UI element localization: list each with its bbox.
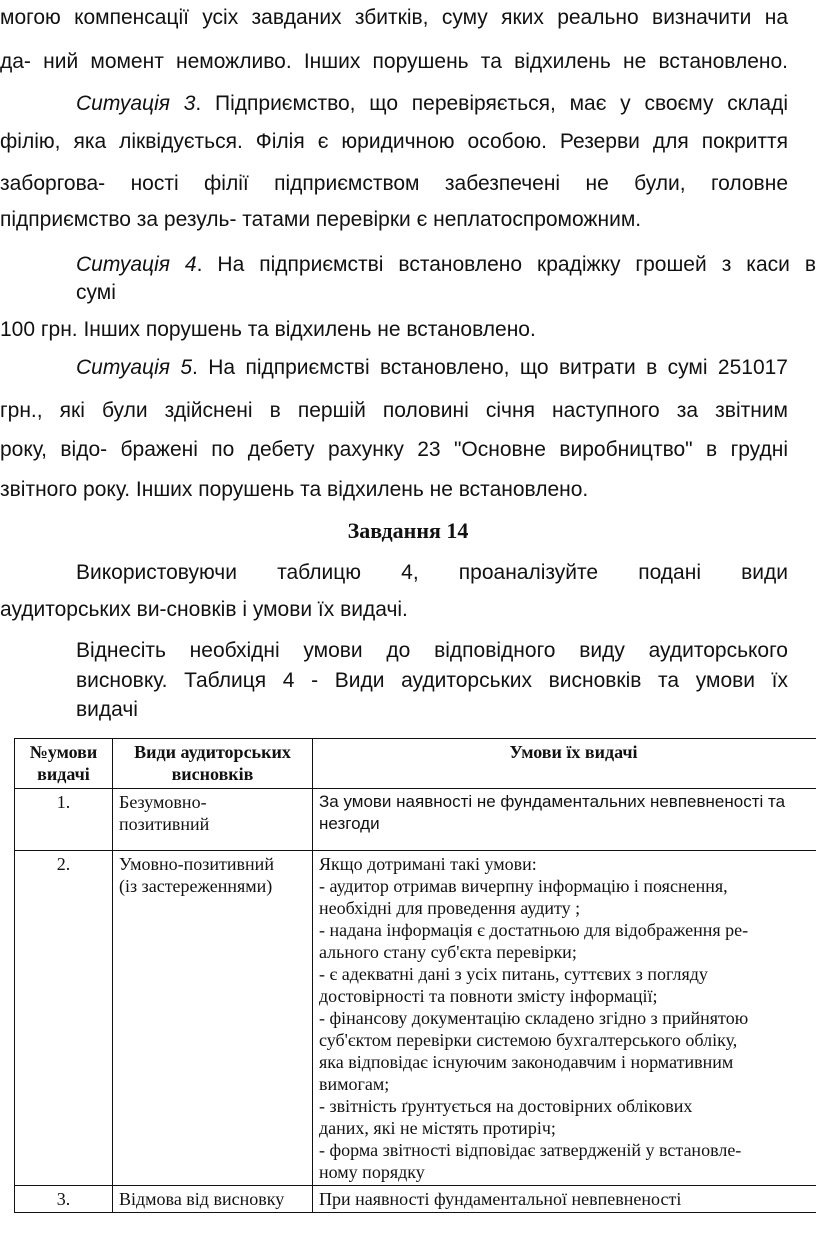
header-text: Умови їх видачі [509,742,638,762]
paragraph-line [0,130,788,154]
paragraph-line [0,438,788,462]
header-number [15,739,113,789]
condition-line: необхідні для проведення аудиту ; [319,898,581,918]
table-caption [76,669,788,693]
conclusions-table [14,738,816,1213]
paragraph-line [0,318,788,342]
header-text: №умови [29,742,98,762]
condition-line: - фінансову документацію складено згідно з прийнятою [319,1008,749,1028]
condition-line: суб'єктом перевірки системою бухгалтерського обліку, [319,1030,738,1050]
row-type [113,1186,313,1213]
table-row [15,1186,816,1213]
paragraph-line [0,399,788,423]
header-type [113,739,313,789]
table-row [15,789,816,851]
header-text: видачі [37,764,90,784]
condition-line: Якщо дотримані такі умови: [319,854,537,874]
condition-line: - надана інформація є достатньою для відображення ре- [319,920,749,940]
condition-line: незгоди [319,814,380,833]
condition-line: даних, які не містять протиріч; [319,1118,556,1138]
paragraph-line [0,6,788,30]
paragraph-line [76,639,788,663]
situation-4-line [76,253,816,277]
table-header-row [15,739,816,789]
situation-label: Ситуація 4 [76,253,197,276]
row-conditions [313,851,816,1186]
text-line: сумі [76,281,116,304]
text-line: . Підприємство, що перевіряється, має у своєму складі [195,92,788,115]
text-line: . На підприємстві встановлено крадіжку грошей з каси в [196,253,816,276]
text-line: звітного року. Інших порушень та відхилень не встановлено. [0,478,589,501]
condition-line: - звітність ґрунтується на достовірних облікових [319,1096,693,1116]
row-type [113,789,313,851]
text-line: року, відо- бражені по дебету рахунку 23 "Основне виробництво" в грудні [0,438,788,461]
situation-3-line [76,92,788,116]
row-number: 1. [15,789,113,851]
paragraph-line [76,561,788,585]
paragraph-line [76,698,788,722]
text-line: грн., які були здійснені в першій половині січня наступного за звітним [0,399,788,422]
type-text: Безумовно- [119,792,207,812]
paragraph-line [0,208,788,232]
paragraph-line [0,50,788,74]
header-text: висновків [171,764,254,784]
condition-line: - аудитор отримав вичерпну інформацію і пояснення, [319,876,728,896]
row-number: 3. [15,1186,113,1213]
row-conditions [313,789,816,851]
situation-label: Ситуація 3 [76,92,196,115]
row-number: 2. [15,851,113,1186]
type-text: позитивний [119,814,210,834]
condition-line: ального стану суб'єкта перевірки; [319,942,577,962]
header-text: Види аудиторських [134,742,291,762]
text-line: заборгова- ності філії підприємством забезпечені не були, головне [0,172,788,195]
condition-line: вимогам; [319,1074,390,1094]
condition-line: За умови наявності не фундаментальних невпевненості та [319,792,786,811]
type-text: Умовно-позитивний [119,854,274,874]
condition-line: яка відповідає існуючим законодавчим і нормативним [319,1052,734,1072]
row-conditions [313,1186,816,1213]
text-line: аудиторських ви-сновків і умови їх видачі. [0,598,408,621]
situation-label: Ситуація 5 [76,356,193,379]
condition-line: - є адекватні дані з усіх питань, суттєвих з погляду [319,964,708,984]
table-row [15,851,816,1186]
situation-5-line [76,356,788,380]
text-line: могою компенсації усіх завданих збитків, суму яких реально визначити на [0,6,788,29]
condition-line: достовірності та повноти змісту інформації; [319,986,658,1006]
paragraph-line [76,281,788,305]
paragraph-line [0,598,788,622]
row-type [113,851,313,1186]
condition-line: ному порядку [319,1162,425,1182]
text-line: 100 грн. Інших порушень та відхилень не встановлено. [0,318,536,341]
text-line: Використовуючи таблицю 4, проаналізуйте подані види [76,561,788,584]
type-text: Відмова від висновку [119,1189,285,1209]
text-line: висновку. Таблиця 4 - Види аудиторських висновків та умови їх [76,669,788,692]
text-line: да- ний момент неможливо. Інших порушень та відхилень не встановлено. [0,50,788,73]
condition-line: При наявності фундаментальної невпевненості [319,1189,682,1209]
text-line: видачі [76,698,138,721]
type-text: (із застереженнями) [119,876,273,896]
task-heading: Завдання 14 [347,518,469,543]
header-conditions [313,739,816,789]
condition-line: - форма звітності відповідає затвердженій у встановле- [319,1140,742,1160]
text-line: філію, яка ліквідується. Філія є юридичною особою. Резерви для покриття [0,130,788,153]
paragraph-line [0,172,788,196]
paragraph-line [0,478,788,502]
text-line: Віднесіть необхідні умови до відповідного виду аудиторського [76,639,788,662]
text-line: підприємство за резуль- татами перевірки є неплатоспроможним. [0,208,642,231]
text-line: . На підприємстві встановлено, що витрати в сумі 251017 [192,356,788,379]
